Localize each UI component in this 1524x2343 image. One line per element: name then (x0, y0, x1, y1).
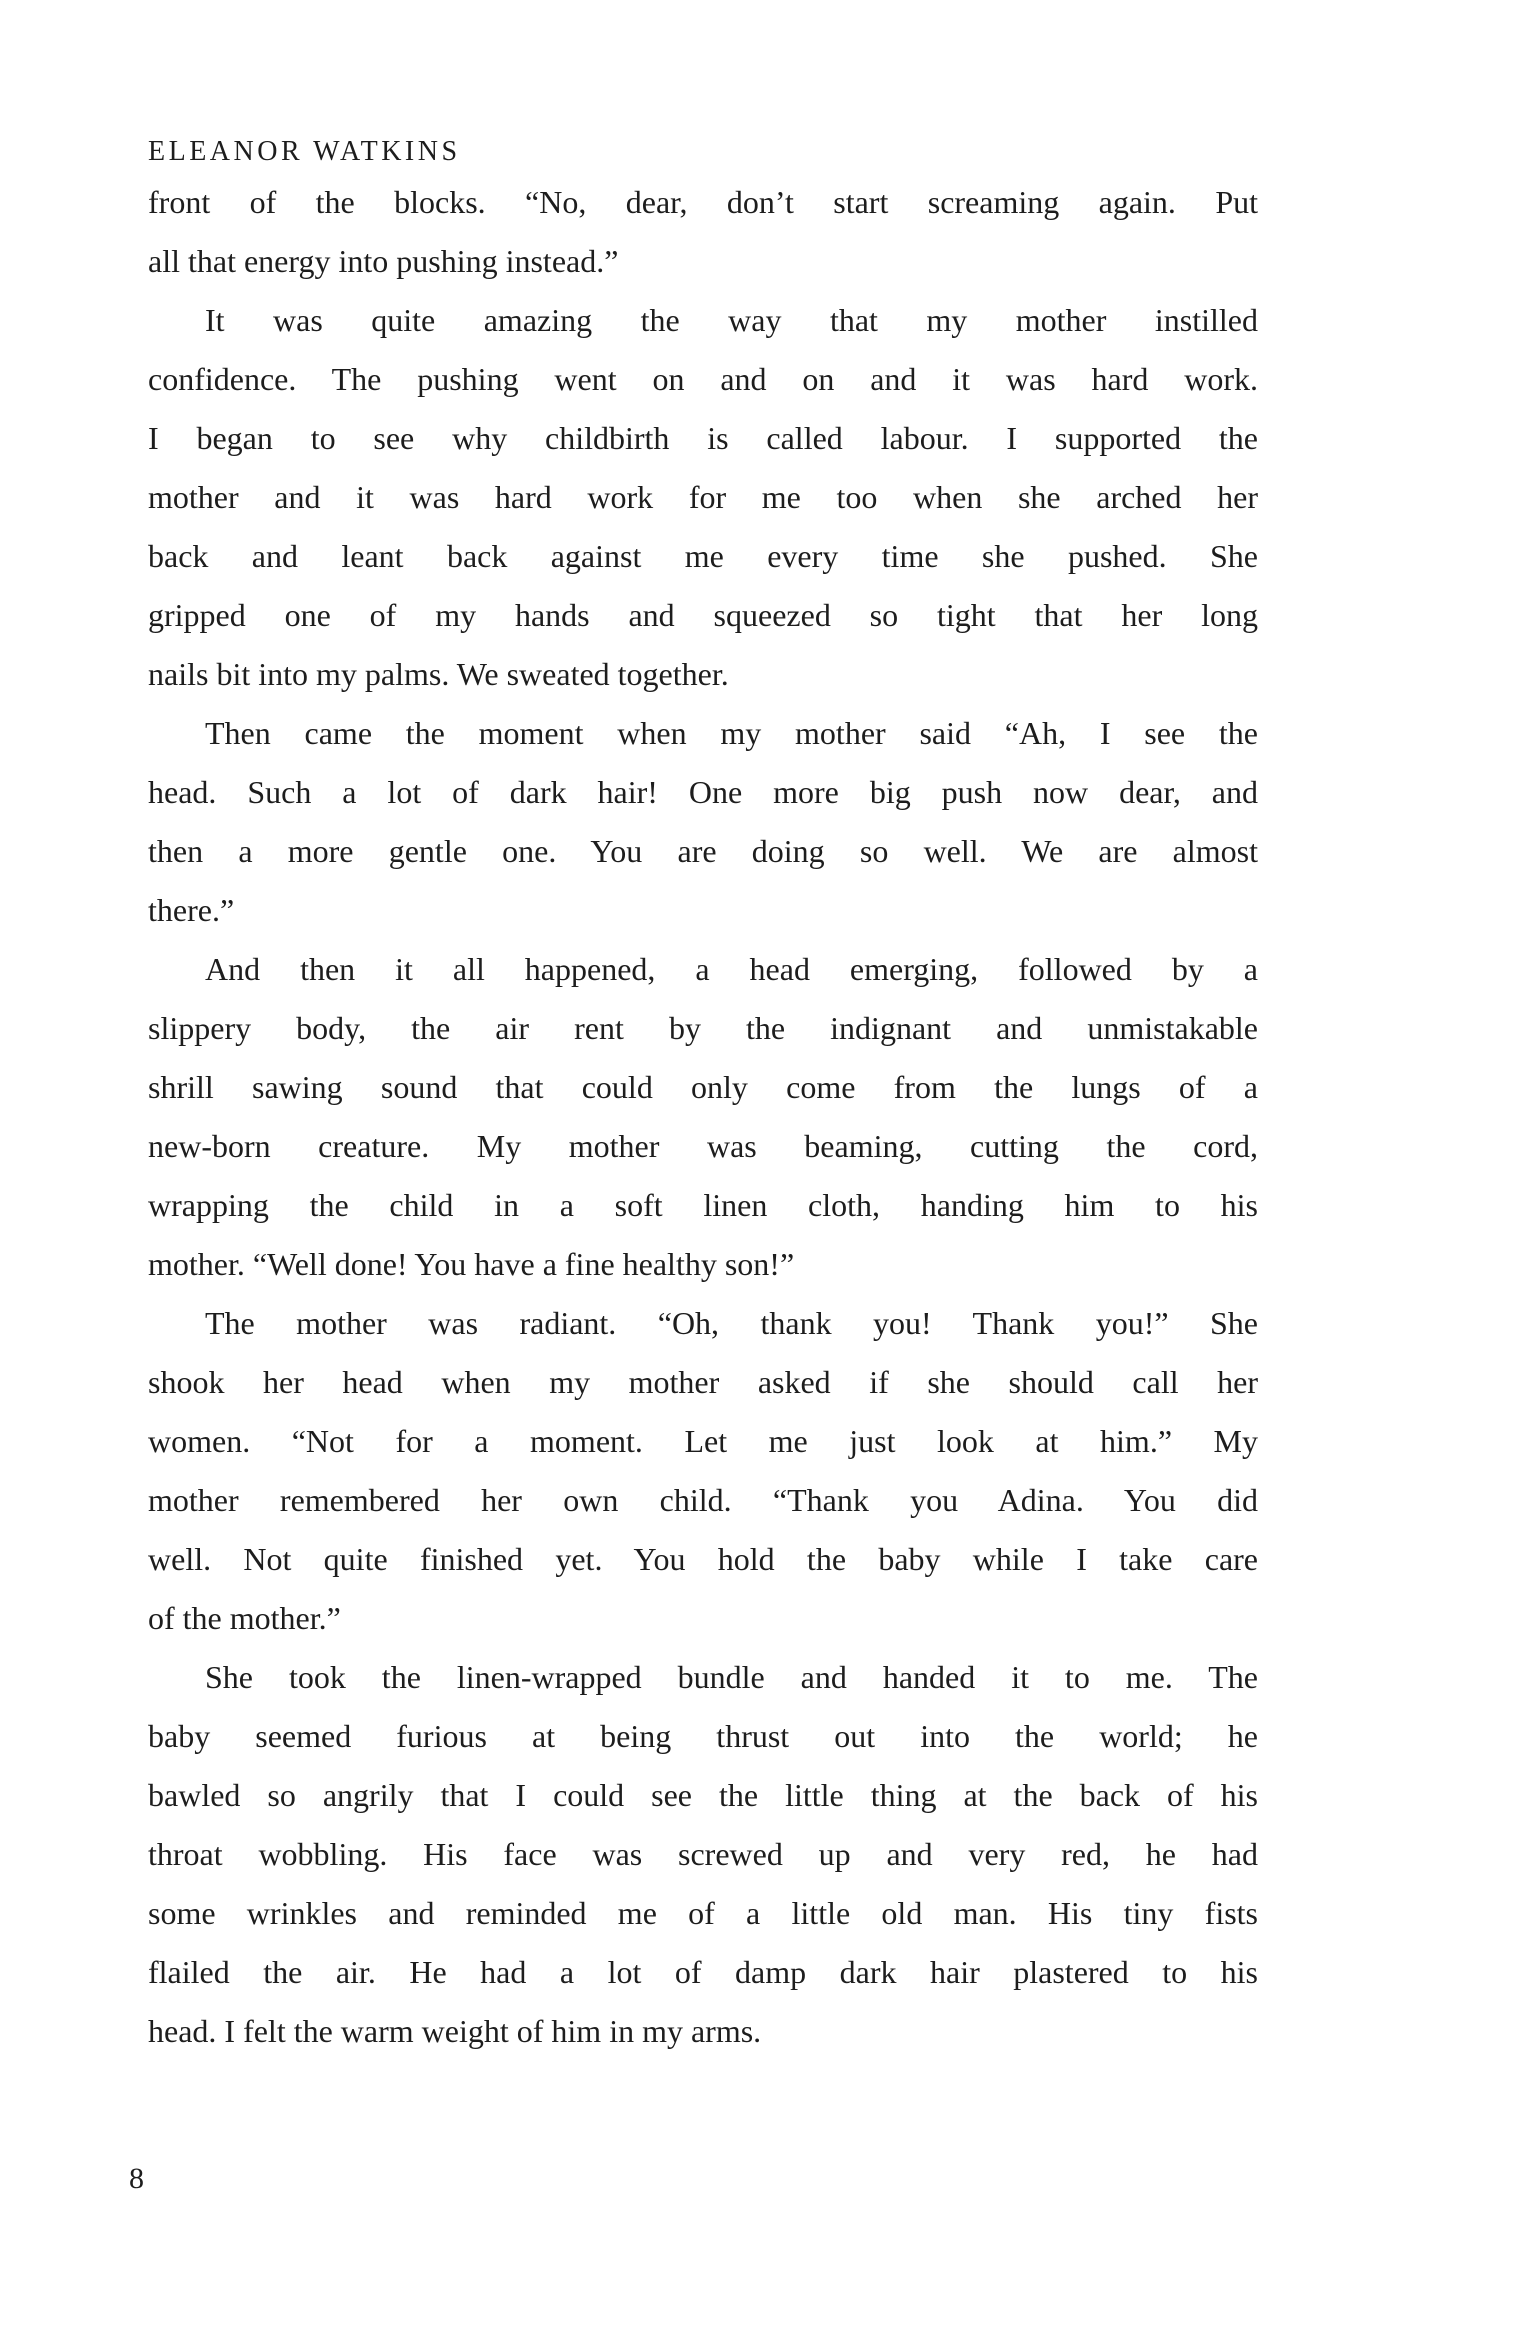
paragraph (148, 1294, 1258, 1648)
text-line: there.” (148, 892, 235, 928)
text-line: new-born creature. My mother was beaming, cutting the cord, (148, 1128, 1258, 1164)
paragraph (148, 704, 1258, 940)
text-line: head. I felt the warm weight of him in my arms. (148, 2013, 762, 2049)
paragraph (148, 291, 1258, 704)
paragraph (148, 940, 1258, 1294)
text-line: slippery body, the air rent by the indignant and unmistakable (148, 1010, 1258, 1046)
text-line: baby seemed furious at being thrust out into the world; he (148, 1718, 1258, 1754)
text-line: I began to see why childbirth is called labour. I supported the (148, 420, 1258, 456)
text-line: gripped one of my hands and squeezed so tight that her long (148, 597, 1258, 633)
text-line: mother. “Well done! You have a fine healthy son!” (148, 1246, 795, 1282)
text-line: The mother was radiant. “Oh, thank you! Thank you!” She (205, 1305, 1258, 1341)
page-number: 8 (129, 2162, 144, 2195)
text-line: wrapping the child in a soft linen cloth, handing him to his (148, 1187, 1258, 1223)
text-line: confidence. The pushing went on and on and it was hard work. (148, 361, 1258, 397)
paragraph (148, 1648, 1258, 2061)
text-line: women. “Not for a moment. Let me just look at him.” My (148, 1423, 1258, 1459)
text-line: of the mother.” (148, 1600, 341, 1636)
text-line: And then it all happened, a head emerging, followed by a (205, 951, 1258, 987)
text-line: It was quite amazing the way that my mother instilled (205, 302, 1258, 338)
text-line: then a more gentle one. You are doing so well. We are almost (148, 833, 1258, 869)
text-line: well. Not quite finished yet. You hold the baby while I take care (148, 1541, 1258, 1577)
text-line: front of the blocks. “No, dear, don’t start screaming again. Put (148, 184, 1258, 220)
text-line: mother and it was hard work for me too when she arched her (148, 479, 1258, 515)
text-line: all that energy into pushing instead.” (148, 243, 619, 279)
text-line: shook her head when my mother asked if she should call her (148, 1364, 1258, 1400)
text-line: throat wobbling. His face was screwed up and very red, he had (148, 1836, 1258, 1872)
body-text (148, 173, 1258, 2061)
paragraph (148, 173, 1258, 291)
text-line: mother remembered her own child. “Thank you Adina. You did (148, 1482, 1258, 1518)
text-line: She took the linen-wrapped bundle and handed it to me. The (205, 1659, 1258, 1695)
text-line: nails bit into my palms. We sweated together. (148, 656, 729, 692)
text-line: some wrinkles and reminded me of a little old man. His tiny fists (148, 1895, 1258, 1931)
text-line: head. Such a lot of dark hair! One more big push now dear, and (148, 774, 1258, 810)
text-line: back and leant back against me every time she pushed. She (148, 538, 1258, 574)
text-line: shrill sawing sound that could only come from the lungs of a (148, 1069, 1258, 1105)
text-line: bawled so angrily that I could see the little thing at the back of his (148, 1777, 1258, 1813)
running-header: ELEANOR WATKINS (148, 136, 461, 167)
text-line: Then came the moment when my mother said “Ah, I see the (205, 715, 1258, 751)
text-line: flailed the air. He had a lot of damp dark hair plastered to his (148, 1954, 1258, 1990)
